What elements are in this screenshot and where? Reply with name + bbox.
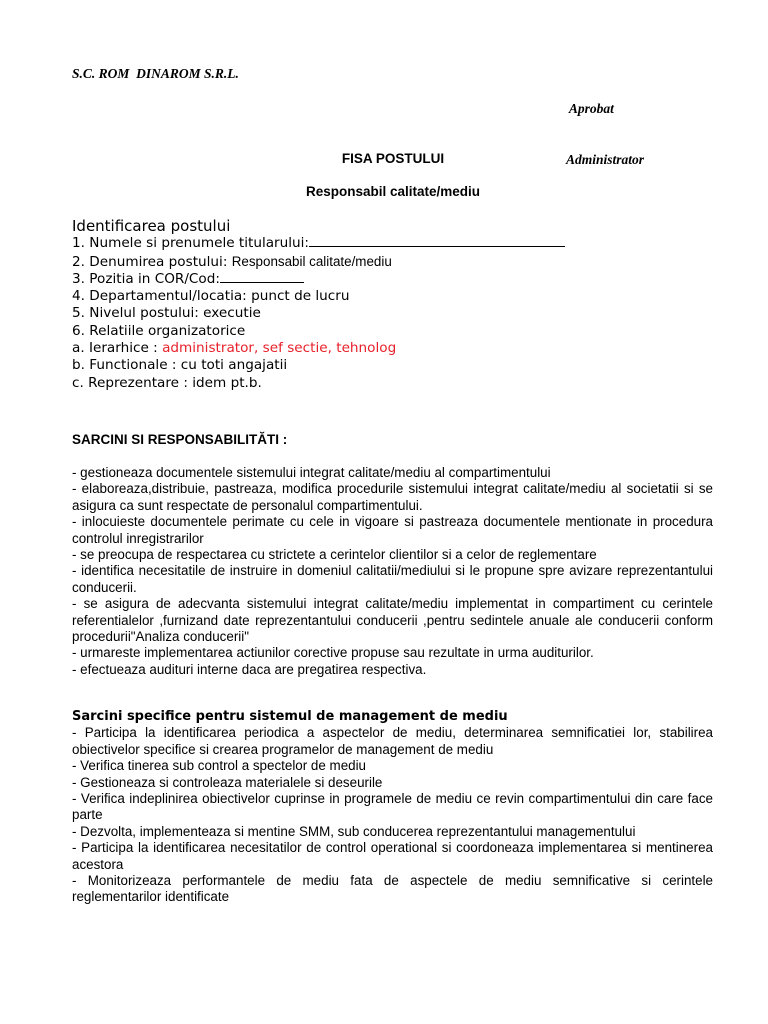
list-item: - Participa la identificarea necesitatilor de control operational si coordoneaza implementarea si mentinerea acestora xyxy=(72,840,713,872)
responsibilities-heading: SARCINI SI RESPONSABILITĂTI : xyxy=(72,432,288,447)
cor-blank-line xyxy=(220,271,304,283)
env-tasks-section xyxy=(72,709,713,906)
ident-item-a: a. Ierarhice : administrator, sef sectie, tehnolog xyxy=(72,340,397,357)
ident-item-1: 1. Numele si prenumele titularului: xyxy=(72,235,712,252)
company-name: S.C. ROM DINAROM S.R.L. xyxy=(72,66,239,81)
list-item: - Gestioneaza si controleaza materialele si deseurile xyxy=(72,774,383,790)
responsibilities-list xyxy=(72,465,713,678)
administrator-label: Administrator xyxy=(566,152,645,167)
list-item: - Participa la identificarea periodica a aspectelor de mediu, determinarea semnificatiei lor, stabilirea obiectivelor specifice si crearea programelor de management de mediu xyxy=(72,725,713,757)
list-item: - identifica necesitatile de instruire in domeniul calitatii/mediului si le propune spre avizare reprezentantului conducerii. xyxy=(72,563,713,595)
env-tasks-heading: Sarcini specifice pentru sistemul de management de mediu xyxy=(72,709,508,724)
name-blank-line xyxy=(309,235,565,247)
identification-section xyxy=(72,218,712,392)
list-item: - efectueaza audituri interne daca are pregatirea respectiva. xyxy=(72,661,427,677)
list-item: - gestioneaza documentele sistemului integrat calitate/mediu al compartimentului xyxy=(72,465,551,480)
list-item: - elaboreaza,distribuie, pastreaza, modifica procedurile sistemului integrat calitate/mediu al societatii si se asigura ca sunt respectate de personalul compartimentului. xyxy=(72,481,713,513)
ident-item-5: 5. Nivelul postului: executie xyxy=(72,305,261,322)
hierarchy-value: administrator, sef sectie, tehnolog xyxy=(162,340,397,357)
list-item: - se asigura de adecvanta sistemului integrat calitate/mediu implementat in compartiment cu cerintele referentialelor ,furnizand date reprezentantului conducerii ,pentru sedintele anuale ale conducerii conform procedurii"Analiza conducerii" xyxy=(72,596,713,645)
ident-item-6: 6. Relatiile organizatorice xyxy=(72,322,246,339)
list-item: - se preocupa de respectarea cu strictete a cerintelor clientilor si a celor de reglementare xyxy=(72,547,597,563)
list-item: - Verifica tinerea sub control a spectelor de mediu xyxy=(72,758,367,774)
ident-item-b: b. Functionale : cu toti angajatii xyxy=(72,357,288,374)
document-subtitle: Responsabil calitate/mediu xyxy=(305,184,481,199)
approval-block xyxy=(566,66,644,202)
ident-item-c: c. Reprezentare : idem pt.b. xyxy=(72,374,262,391)
list-item: - inlocuieste documentele perimate cu cele in vigoare si pastreaza documentele mentionate in procedura controlul inregistrarilor xyxy=(72,514,713,546)
list-item: - Verifica indeplinirea obiectivelor cuprinse in programele de mediu ce revin compartimentului din care face parte xyxy=(72,791,713,823)
ident-item-3: 3. Pozitia in COR/Cod: xyxy=(72,271,712,288)
identification-heading: Identificarea postului xyxy=(72,217,231,235)
ident-item-2: 2. Denumirea postului: Responsabil calitate/mediu xyxy=(72,253,392,270)
list-item: - Monitorizeaza performantele de mediu fata de aspectele de mediu semnificative si cerintele reglementarilor identificate xyxy=(72,873,713,905)
list-item: - Dezvolta, implementeaza si mentine SMM, sub conducerea reprezentantului managementului xyxy=(72,823,636,839)
list-item: - urmareste implementarea actiunilor corective propuse sau rezultate in urma auditurilor. xyxy=(72,645,594,661)
ident-item-4: 4. Departamentul/locatia: punct de lucru xyxy=(72,288,350,305)
approved-label: Aprobat xyxy=(566,101,614,116)
document-title: FISA POSTULUI xyxy=(341,151,445,166)
